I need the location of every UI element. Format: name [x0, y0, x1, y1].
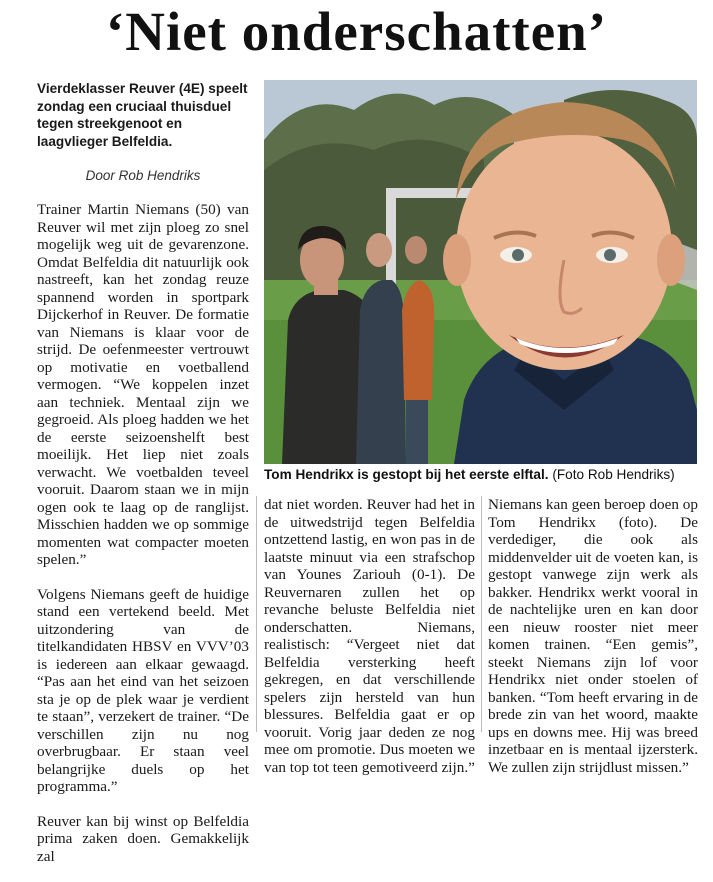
headline: ‘Niet onderschatten’ [105, 1, 608, 62]
article-column-3 [488, 496, 698, 793]
article-column-2 [264, 496, 475, 793]
column-divider [481, 496, 482, 732]
photo-caption [264, 466, 704, 488]
body-paragraph: Volgens Niemans geeft de huidige stand een vertekend beeld. Met uitzondering van de titelkandidaten HBSV en VVV’03 is iedereen aan elkaar gewaagd. “Pas aan het eind van het seizoen sta je op de plek waar je verdient te staan”, verzekert de trainer. “De verschillen zijn nu nog overbrugbaar. Er staan veel belangrijke duels op het programma.” [37, 585, 249, 795]
body-paragraph: Reuver kan bij winst op Belfeldia prima zaken doen. Gemakkelijk zal [37, 812, 249, 865]
body-paragraph: Niemans kan geen beroep doen op Tom Hendrikx (foto). De verdediger, die ook als middenvelder uit de voeten kan, is gestopt vanwege zijn werk als bakker. Hendrikx werkt vooral in de nachtelijke uren en kan door een nieuw rooster niet meer komen trainen. “Een gemis”, steekt Niemans zijn lof voor Hendrikx niet onder stoelen of banken. “Tom heeft ervaring in de brede zin van het woord, maakte ups en downs mee. Hij was breed inzetbaar en is mentaal ijzersterk. We zullen zijn strijdlust missen.” [488, 496, 698, 776]
photo-credit: (Foto Rob Hendriks) [552, 467, 675, 482]
article-photo [264, 80, 697, 464]
body-paragraph: Trainer Martin Niemans (50) van Reuver wil met zijn ploeg zo snel mogelijk weg uit de gevarenzone. Omdat Belfeldia dit natuurlijk ook nastreeft, kan het zondag reuze spannend worden in sportpark Dijckerhof in Reuver. De formatie van Niemans is klaar voor de strijd. De oefenmeester vertrouwt op motivatie en voetballend vermogen. “We koppelen inzet aan techniek. Mentaal zijn we gegroeid. Als ploeg hadden we het de eerste seizoenshelft best moeilijk. Het liep niet zoals verwacht. We voetbalden teveel vooruit. Daarom staan we in mijn ogen ook te laag op de ranglijst. Misschien hadden we op sommige momenten wat compacter moeten spelen.” [37, 201, 249, 568]
article-column-1 [37, 80, 249, 882]
byline: Door Rob Hendriks [85, 168, 201, 183]
photo-illustration [264, 80, 697, 464]
body-paragraph: dat niet worden. Reuver had het in de uitwedstrijd tegen Belfeldia ontzettend lastig, en won pas in de laatste minuut via een strafschop van Younes Zariouh (0-1). De Reuvernaren zullen het op revanche beluste Belfeldia niet onderschatten. Niemans, realistisch: “Vergeet niet dat Belfeldia versterking heeft gekregen, en dat verschillende spelers zijn hersteld van hun blessures. Belfeldia gaat er op vooruit. Vorig jaar deden ze nog mee om promotie. Dus moeten we van top tot teen gemotiveerd zijn.” [264, 496, 475, 776]
column-divider [256, 496, 257, 732]
article-lead: Vierdeklasser Reuver (4E) speelt zondag een cruciaal thuisduel tegen streekgenoot en laagvlieger Belfeldia. [37, 81, 248, 149]
caption-text: Tom Hendrikx is gestopt bij het eerste elftal. [264, 467, 549, 482]
